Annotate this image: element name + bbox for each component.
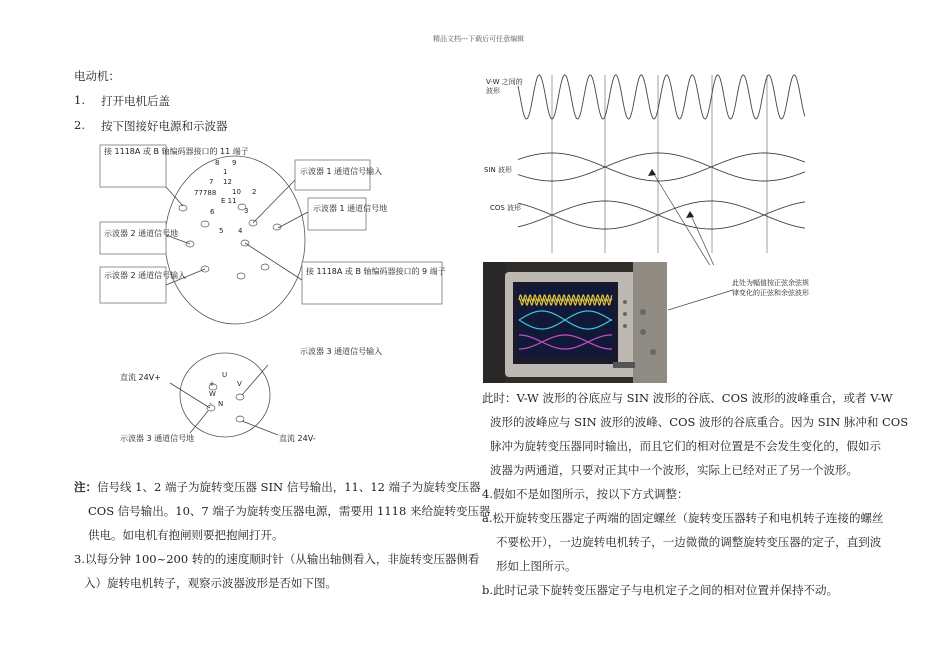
note-line-3: 供电。如电机有抱闸则要把抱闸打开。: [88, 528, 284, 542]
pin-8: 8: [215, 159, 220, 167]
label-ch1-gnd: 示波器 1 通道信号地: [313, 204, 388, 213]
pin-1: 1: [223, 168, 228, 176]
step1-text: 打开电机后盖: [101, 94, 170, 108]
term-v: V: [237, 380, 242, 388]
term-minus: -: [209, 400, 212, 408]
power-connector-outline: [180, 353, 270, 437]
step3-line-1: 3.以每分钟 100~200 转的的速度顺时针（从输出轴侧看入，非旋转变压器侧看: [74, 552, 480, 566]
sin-waveform-lower: [518, 167, 805, 181]
label-sin-wave: SIN 波形: [484, 166, 512, 174]
step4-text: 4.假如不是如图所示，按以下方式调整：: [482, 487, 689, 501]
term-plus: +: [209, 380, 215, 388]
pin-9: 9: [232, 159, 237, 167]
oscilloscope-photo: [483, 262, 667, 383]
pin-e11: E 11: [221, 197, 237, 205]
step-a-line-3: 形如上图所示。: [496, 559, 577, 573]
para1-line-4: 波器为两通道，只要对正其中一个波形，实际上已经对正了另一个波形。: [490, 463, 858, 477]
pin-3: 3: [244, 207, 249, 215]
step2-text: 按下图接好电源和示波器: [101, 119, 228, 133]
waveform-diagram: [480, 65, 810, 265]
note-line-2: COS 信号输出。10、7 端子为旋转变压器电源，需要用 1118 来给旋转变压器: [88, 504, 491, 518]
pin-2: 2: [252, 188, 257, 196]
oscilloscope-photo-drawing: [483, 262, 667, 383]
term-w: W: [209, 390, 216, 398]
connector-diagram: [95, 140, 455, 340]
label-ch3-gnd: 示波器 3 通道信号地: [120, 434, 195, 443]
note-label: 注：: [74, 480, 97, 494]
annotation-text: 此处为幅值按正弦余弦规律变化的正弦和余弦波形: [732, 279, 809, 297]
para1-line-1: 此时：V-W 波形的谷底应与 SIN 波形的谷底、COS 波形的波峰重合，或者 V-W: [482, 391, 893, 405]
label-ch2-gnd: 示波器 2 通道信号地: [104, 229, 179, 238]
label-dc-pos: 直流 24V+: [120, 373, 161, 382]
pin-5: 5: [219, 227, 224, 235]
cos-waveform-lower: [518, 215, 805, 229]
pin-10: 10: [232, 188, 241, 196]
term-u: U: [222, 371, 228, 379]
pin-4: 4: [238, 227, 243, 235]
connector-outline: [165, 156, 305, 324]
label-top: 接 1118A 或 B 轴编码器接口的 11 端子: [104, 147, 249, 156]
para1-line-2: 波形的波峰应与 SIN 波形的波峰、COS 波形的谷底重合。因为 SIN 脉冲和 COS: [490, 415, 909, 429]
vw-waveform: [518, 75, 805, 119]
label-ch2-in: 示波器 2 通道信号输入: [104, 271, 187, 280]
step3-line-2: 入）旋转电机转子，观察示波器波形是否如下图。: [84, 576, 337, 590]
step2-number: 2.: [74, 118, 85, 132]
term-n: N: [218, 400, 224, 408]
pin-6: 6: [210, 208, 215, 216]
label-pin9: 接 1118A 或 B 轴编码器接口的 9 端子: [306, 267, 446, 276]
pin-12: 12: [223, 178, 232, 186]
label-cos-wave: COS 波形: [490, 204, 522, 212]
step-a-line-1: a.松开旋转变压器定子两端的固定螺丝（旋转变压器转子和电机转子连接的螺丝: [482, 511, 884, 525]
label-dc-neg: 直流 24V-: [279, 434, 316, 443]
note-line-1: 信号线 1、2 端子为旋转变压器 SIN 信号输出，11、12 端子为旋转变压器: [97, 480, 481, 494]
step-b-text: b.此时记录下旋转变压器定子与电机定子之间的相对位置并保持不动。: [482, 583, 839, 597]
pin-77788: 77788: [194, 189, 217, 197]
cos-waveform-upper: [518, 201, 805, 215]
label-vw-wave: V-W 之间的波形: [486, 78, 523, 95]
pin-7: 7: [209, 178, 214, 186]
sin-waveform-upper: [518, 153, 805, 167]
step3-paragraph: [74, 547, 480, 595]
section-heading: 电动机：: [74, 69, 120, 83]
step-a-line-2: 不要松开），一边旋转电机转子，一边微微的调整旋转变压器的定子，直到波: [496, 535, 882, 549]
label-ch3-in: 示波器 3 通道信号输入: [300, 347, 383, 356]
annotation-leader: [668, 285, 738, 315]
note-paragraph: [74, 475, 491, 547]
label-ch1-in: 示波器 1 通道信号输入: [300, 167, 383, 176]
page-header: 精品文档---下载后可任意编辑: [433, 35, 525, 43]
para1-line-3: 脉冲为旋转变压器同时输出，而且它们的相对位置是不会发生变化的，假如示: [490, 439, 881, 453]
explanation-paragraph: [482, 386, 909, 602]
step1-number: 1.: [74, 93, 85, 107]
